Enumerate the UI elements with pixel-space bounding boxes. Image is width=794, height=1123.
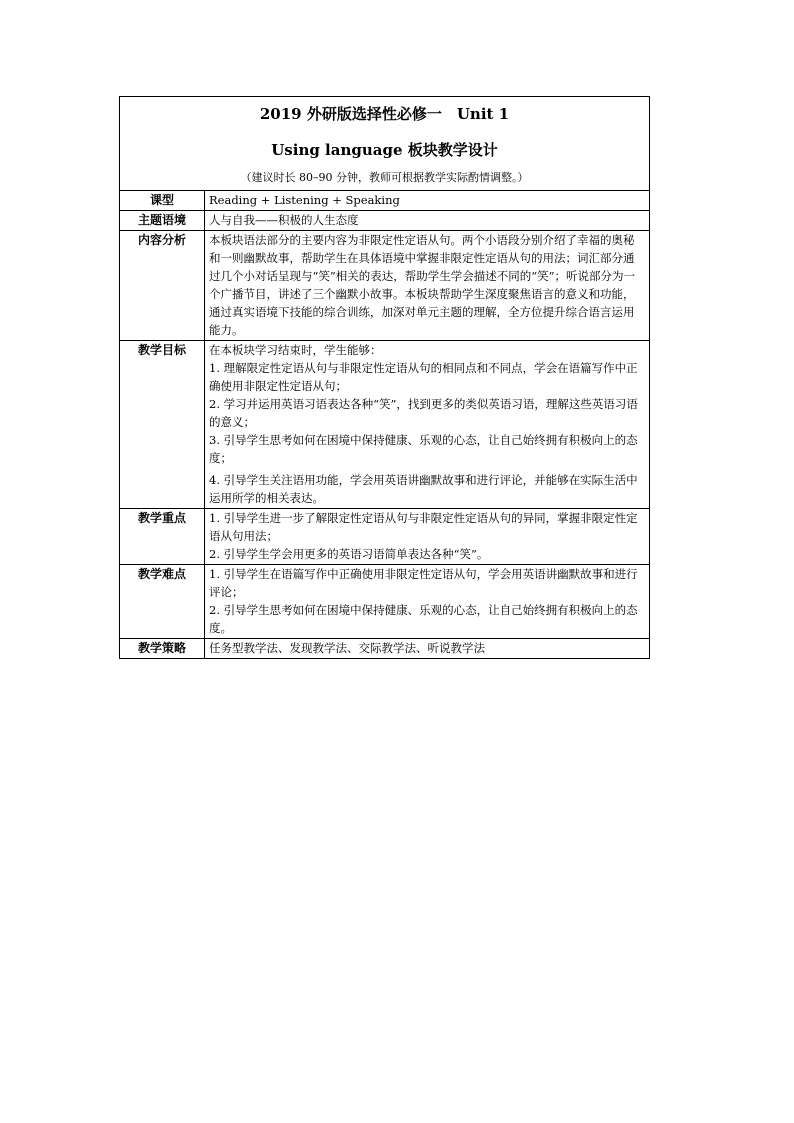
theme-value: 人与自我——积极的人生态度 xyxy=(205,211,650,231)
key-point-item: 1. 引导学生进一步了解限定性定语从句与非限定性定语从句的异同，掌握非限定性定语从句用法； xyxy=(209,511,638,543)
objectives-cell xyxy=(205,341,650,509)
duration-note: （建议时长 80–90 分钟，教师可根据教学实际酌情调整。） xyxy=(240,171,529,184)
row-lesson-type xyxy=(120,191,650,211)
row-label: 教学策略 xyxy=(120,639,205,659)
content-analysis-text: 本板块语法部分的主要内容为非限定性定语从句。两个小语段分别介绍了幸福的奥秘和一则幽默故事，帮助学生在具体语境中掌握非限定性定语从句的用法；词汇部分通过几个小对话呈现与“笑”相关的表达，帮助学生学会描述不同的“笑”；听说部分为一个广播节目，讲述了三个幽默小故事。本板块帮助学生深度聚焦语言的意义和功能，通过真实语境下技能的综合训练，加深对单元主题的理解，全方位提升综合语言运用能力。 xyxy=(205,231,650,341)
objectives-intro: 在本板块学习结束时，学生能够： xyxy=(209,343,382,357)
difficulties-cell xyxy=(205,565,650,639)
objective-item: 4. 引导学生关注语用功能，学会用英语讲幽默故事和进行评论，并能够在实际生活中运用所学的相关表达。 xyxy=(209,473,638,505)
document-title: 2019 外研版选择性必修一 Unit 1 xyxy=(259,105,510,123)
key-point-item: 2. 引导学生学会用更多的英语习语简单表达各种“笑”。 xyxy=(209,547,489,561)
row-objectives xyxy=(120,341,650,509)
document-subtitle: Using language 板块教学设计 xyxy=(271,141,498,159)
key-points-cell xyxy=(205,509,650,565)
row-key-points xyxy=(120,509,650,565)
row-content-analysis xyxy=(120,231,650,341)
objective-item: 3. 引导学生思考如何在困境中保持健康、乐观的心态，让自己始终拥有积极向上的态度； xyxy=(209,433,638,465)
title-row xyxy=(120,97,650,191)
row-strategy xyxy=(120,639,650,659)
objective-item: 1. 理解限定性定语从句与非限定性定语从句的相同点和不同点，学会在语篇写作中正确使用非限定性定语从句； xyxy=(209,361,638,393)
row-label: 教学目标 xyxy=(120,341,205,509)
row-label: 主题语境 xyxy=(120,211,205,231)
strategy-value: 任务型教学法、发现教学法、交际教学法、听说教学法 xyxy=(205,639,650,659)
title-cell xyxy=(120,97,650,191)
row-label: 课型 xyxy=(120,191,205,211)
objective-item: 2. 学习并运用英语习语表达各种“笑”，找到更多的类似英语习语，理解这些英语习语的意义； xyxy=(209,397,638,429)
row-label: 内容分析 xyxy=(120,231,205,341)
row-difficulties xyxy=(120,565,650,639)
difficulty-item: 2. 引导学生思考如何在困境中保持健康、乐观的心态，让自己始终拥有积极向上的态度。 xyxy=(209,603,638,635)
difficulty-item: 1. 引导学生在语篇写作中正确使用非限定性定语从句，学会用英语讲幽默故事和进行评论； xyxy=(209,567,638,599)
lesson-plan-table xyxy=(119,96,650,659)
row-theme xyxy=(120,211,650,231)
lesson-type-value: Reading + Listening + Speaking xyxy=(205,191,650,211)
row-label: 教学难点 xyxy=(120,565,205,639)
row-label: 教学重点 xyxy=(120,509,205,565)
